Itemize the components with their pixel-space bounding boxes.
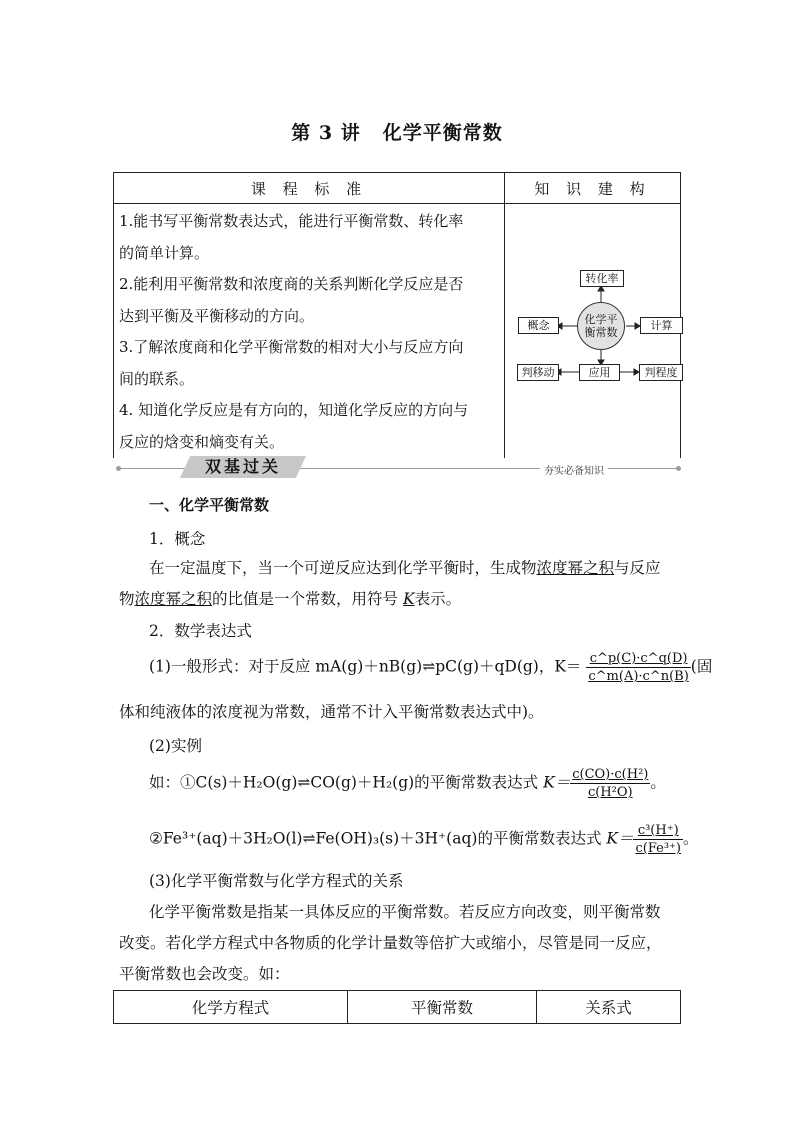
curriculum-standards-cell (114, 204, 505, 459)
concept-text: 物 (119, 590, 135, 608)
standard-line: 间的联系。 (119, 369, 195, 388)
concept-text: 的比值是一个常数，用符号 (212, 590, 399, 608)
general-k-fraction (586, 650, 690, 685)
title-lecture-number: 第 3 讲 (291, 122, 361, 144)
curriculum-standards-header: 课 程 标 准 (114, 173, 505, 204)
page-title (0, 118, 794, 145)
banner-dot-left (116, 466, 121, 471)
general-form-line2: 体和纯液体的浓度视为常数，通常不计入平衡常数表达式中)。 (119, 703, 544, 721)
general-k-numerator: c^p(C)·c^q(D) (586, 650, 690, 668)
map-center-equilibrium-constant (577, 302, 625, 350)
general-form-line (149, 650, 712, 685)
example-1-denominator: c(H²O) (587, 785, 633, 800)
standard-line: 达到平衡及平衡移动的方向。 (119, 306, 315, 325)
map-node-judge-extent: 判程度 (639, 364, 683, 381)
intro-table (113, 172, 681, 458)
banner-dot-right (676, 466, 681, 471)
general-reaction-equation: mA(g)＋nB(g)⇌pC(g)＋qD(g)，K＝ (315, 657, 582, 676)
standard-line: 的简单计算。 (119, 243, 210, 262)
examples-heading: (2)实例 (149, 737, 202, 755)
section-heading: 一、化学平衡常数 (149, 496, 270, 514)
relation-paragraph-line1: 化学平衡常数是指某一具体反应的平衡常数。若反应方向改变，则平衡常数 (149, 903, 661, 921)
example-2 (149, 822, 699, 857)
example-1-k: K＝ (543, 773, 571, 792)
example-1 (149, 766, 666, 801)
example-2-k: K＝ (606, 829, 634, 848)
map-node-conversion-rate: 转化率 (580, 270, 624, 287)
map-node-concept: 概念 (518, 317, 559, 334)
table-header-relation: 关系式 (537, 991, 681, 1024)
knowledge-map-header: 知 识 建 构 (505, 173, 681, 204)
example-1-fraction (570, 766, 650, 801)
map-node-calculation: 计算 (640, 317, 683, 334)
example-2-numerator: c³(H⁺) (633, 822, 683, 840)
standard-line: 4. 知道化学反应是有方向的，知道化学反应的方向与 (119, 401, 469, 419)
example-1-numerator: c(CO)·c(H²) (572, 767, 649, 782)
concept-text: 在一定温度下，当一个可逆反应达到化学平衡时，生成物 (149, 559, 537, 577)
general-k-denominator: c^m(A)·c^n(B) (588, 669, 689, 684)
map-center-line2: 衡常数 (584, 326, 618, 339)
subheading-concept: 1．概念 (149, 530, 206, 548)
example-2-fraction (633, 822, 683, 857)
map-node-application: 应用 (579, 364, 620, 381)
example-2-denominator: c(Fe³⁺) (635, 841, 681, 856)
example-2-end: 。 (682, 829, 699, 848)
concept-paragraph-line2 (119, 587, 461, 609)
section-banner-subtitle: 夯实必备知识 (540, 462, 608, 477)
table-header-constant: 平衡常数 (348, 991, 537, 1024)
concept-text: 与反应 (614, 559, 661, 577)
relation-heading: (3)化学平衡常数与化学方程式的关系 (149, 872, 404, 890)
concept-text: 表示。 (414, 590, 462, 608)
example-2-reaction: ②Fe³⁺(aq)＋3H₂O(l)⇌Fe(OH)₃(s)＋3H⁺(aq)的平衡常数表达式 (149, 829, 602, 848)
concept-underlined-term: 浓度幂之积 (536, 559, 615, 577)
standard-line: 反应的焓变和熵变有关。 (119, 432, 285, 451)
knowledge-map-cell (505, 204, 681, 459)
concept-paragraph-line1 (149, 556, 661, 578)
general-form-text: (固 (690, 657, 713, 676)
title-topic: 化学平衡常数 (382, 122, 503, 144)
relation-paragraph-line2: 改变。若化学方程式中各物质的化学计量数等倍扩大或缩小，尽管是同一反应， (119, 934, 662, 952)
map-node-judge-shift: 判移动 (517, 364, 559, 381)
standard-line: 3.了解浓度商和化学平衡常数的相对大小与反应方向 (119, 338, 464, 356)
general-form-label: (1)一般形式：对于反应 (149, 657, 311, 676)
relation-paragraph-line3: 平衡常数也会改变。如： (119, 965, 290, 983)
map-center-line1: 化学平 (584, 313, 618, 326)
section-banner-label: 双基过关 (204, 457, 281, 476)
equation-relation-table (113, 990, 681, 1024)
symbol-k: K (402, 590, 415, 608)
standard-line: 2.能利用平衡常数和浓度商的关系判断化学反应是否 (119, 275, 464, 293)
table-header-equation: 化学方程式 (114, 991, 348, 1024)
concept-underlined-term: 浓度幂之积 (134, 590, 213, 608)
example-1-reaction: 如：①C(s)＋H₂O(g)⇌CO(g)＋H₂(g)的平衡常数表达式 (149, 773, 539, 792)
standard-line: 1.能书写平衡常数表达式，能进行平衡常数、转化率 (119, 212, 464, 230)
example-1-end: 。 (650, 773, 666, 792)
subheading-expression: 2．数学表达式 (149, 622, 252, 640)
